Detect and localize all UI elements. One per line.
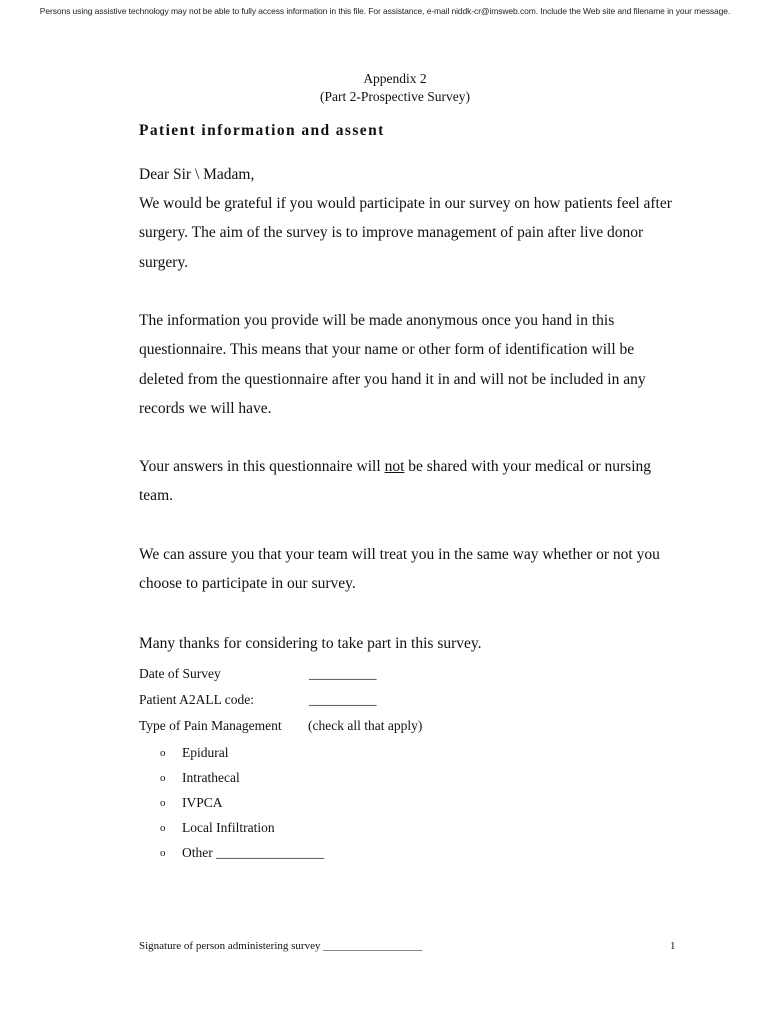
confidentiality-text-start: Your answers in this questionnaire will <box>139 458 385 475</box>
appendix-subtitle: (Part 2-Prospective Survey) <box>320 89 470 104</box>
checkbox-circle-icon[interactable]: o <box>160 847 166 860</box>
option-label: Other ________________ <box>182 845 325 861</box>
accessibility-notice: Persons using assistive technology may not be able to fully access information in this file. For assistance, e-mail niddk-cr@imsweb.com. Include the Web site and filename in your message. <box>39 6 731 16</box>
option-label: Epidural <box>182 744 229 760</box>
date-of-survey-label: Date of Survey <box>139 666 221 681</box>
paragraph-purpose: We would be grateful if you would participate in our survey on how patients feel after surgery. The aim of the survey is to improve management of pain after live donor surgery. <box>139 195 672 271</box>
signature-line: Signature of person administering survey __________________ <box>139 940 423 952</box>
paragraph-thanks: Many thanks for considering to take part in this survey. <box>139 635 482 652</box>
pain-management-label: Type of Pain Management <box>139 718 282 733</box>
option-other[interactable] <box>160 841 324 866</box>
salutation: Dear Sir \ Madam, <box>139 166 255 183</box>
option-ivpca[interactable] <box>160 790 324 815</box>
pain-management-note: (check all that apply) <box>308 718 423 733</box>
paragraph-confidentiality <box>139 452 679 511</box>
appendix-title: Appendix 2 <box>363 71 427 86</box>
date-of-survey-field[interactable]: __________ <box>309 666 377 681</box>
checkbox-circle-icon[interactable]: o <box>160 796 166 809</box>
checkbox-circle-icon[interactable]: o <box>160 822 166 835</box>
patient-code-field[interactable]: __________ <box>309 692 377 707</box>
pain-management-options <box>160 740 324 866</box>
option-local-infiltration[interactable] <box>160 816 324 841</box>
page-number: 1 <box>670 940 676 952</box>
patient-code-label: Patient A2ALL code: <box>139 692 254 707</box>
option-intrathecal[interactable] <box>160 765 324 790</box>
patient-code-row <box>139 691 377 709</box>
option-epidural[interactable] <box>160 740 324 765</box>
paragraph-assurance: We can assure you that your team will treat you in the same way whether or not you choose to participate in our survey. <box>139 546 660 593</box>
checkbox-circle-icon[interactable]: o <box>160 746 166 759</box>
option-label: Local Infiltration <box>182 820 275 836</box>
checkbox-circle-icon[interactable]: o <box>160 771 166 784</box>
paragraph-anonymity: The information you provide will be made anonymous once you hand in this questionnaire. This means that your name or other form of identification will be deleted from the questionnaire after you hand it in and will not be included in any records we will have. <box>139 312 646 417</box>
option-label: Intrathecal <box>182 769 240 785</box>
option-label: IVPCA <box>182 794 223 810</box>
date-of-survey-row <box>139 665 377 683</box>
appendix-header <box>0 70 770 106</box>
confidentiality-text-end: be shared with your medical or nursing team. <box>139 458 652 505</box>
emphasis-not: not <box>384 458 405 475</box>
pain-management-row <box>139 717 423 735</box>
page-title: Patient information and assent <box>139 122 385 139</box>
